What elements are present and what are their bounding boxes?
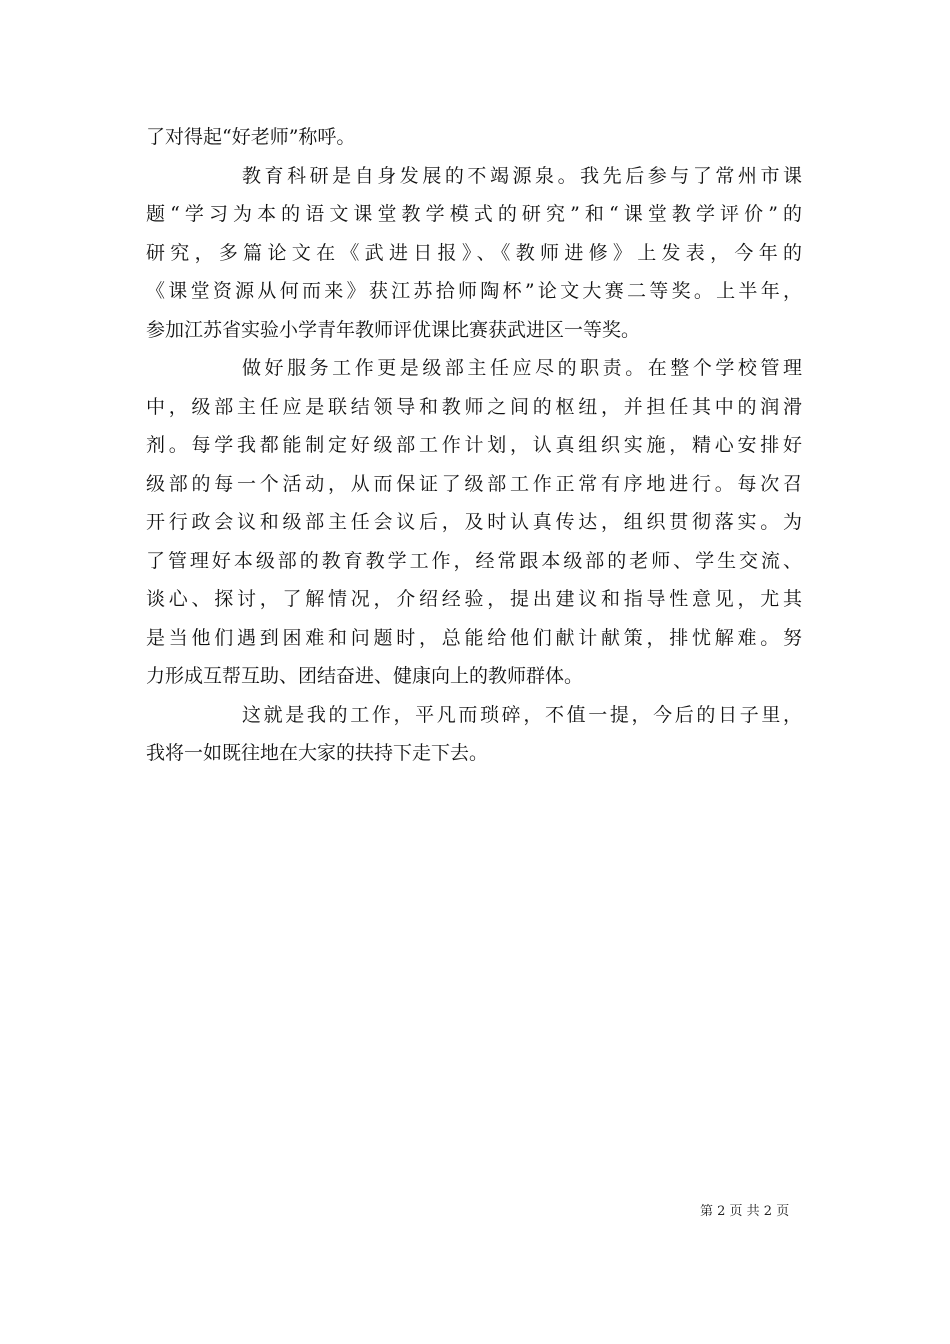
text-line: 《课堂资源从何而来》获江苏拾师陶杯”论文大赛二等奖。上半年，: [146, 280, 802, 302]
text-line: 级部的每一个活动，从而保证了级部工作正常有序地进行。每次召: [146, 472, 802, 495]
paragraph: [146, 349, 802, 696]
text-line: 题“学习为本的语文课堂教学模式的研究”和“课堂教学评价”的: [146, 203, 802, 225]
page-number-footer: 第 2 页 共 2 页: [700, 1204, 790, 1219]
paragraph: [146, 696, 802, 773]
text-line: 剂。每学我都能制定好级部工作计划，认真组织实施，精心安排好: [146, 434, 802, 456]
text-line: 这就是我的工作，平凡而琐碎，不值一提，今后的日子里，: [242, 703, 802, 726]
paragraph: [146, 157, 802, 350]
text-line: 力形成互帮互助、团结奋进、健康向上的教师群体。: [146, 665, 584, 687]
text-line: 做好服务工作更是级部主任应尽的职责。在整个学校管理: [242, 357, 802, 379]
text-line: 参加江苏省实验小学青年教师评优课比赛获武进区一等奖。: [146, 318, 641, 341]
paragraph: [146, 118, 802, 157]
text-line: 了管理好本级部的教育教学工作，经常跟本级部的老师、学生交流、: [146, 549, 802, 572]
text-line: 研究，多篇论文在《武进日报》、《教师进修》上发表，今年的: [146, 241, 802, 264]
document-body: [146, 118, 802, 773]
text-line: 教育科研是自身发展的不竭源泉。我先后参与了常州市课: [242, 164, 802, 187]
text-line: 谈心、探讨，了解情况，介绍经验，提出建议和指导性意见，尤其: [146, 588, 802, 610]
text-line: 开行政会议和级部主任会议后，及时认真传达，组织贯彻落实。为: [146, 511, 802, 533]
text-line: 我将一如既往地在大家的扶持下走下去。: [146, 742, 489, 764]
text-line: 了对得起“好老师”称呼。: [146, 126, 356, 148]
text-line: 中，级部主任应是联结领导和教师之间的枢纽，并担任其中的润滑: [146, 395, 802, 418]
text-line: 是当他们遇到困难和问题时，总能给他们献计献策，排忧解难。努: [146, 626, 802, 649]
